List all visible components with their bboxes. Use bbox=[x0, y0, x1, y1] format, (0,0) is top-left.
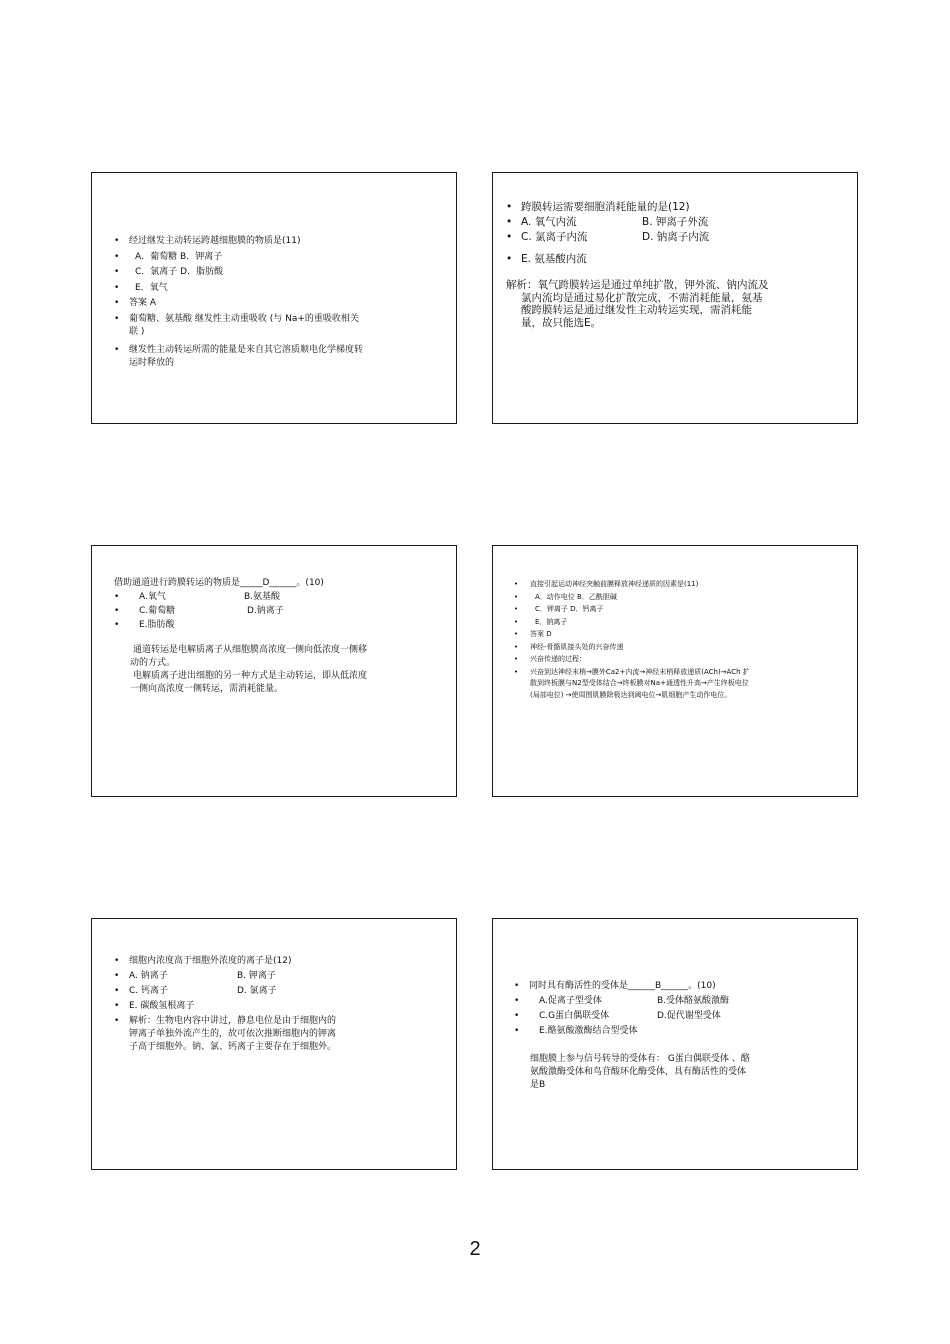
question-title: • 同时具有酶活性的受体是______B______。(10) bbox=[514, 981, 716, 991]
options-row: • A. 氧气内流 B. 钾离子外流 bbox=[506, 216, 709, 228]
slide-5: • 细胞内浓度高于细胞外浓度的离子是(12) • A. 钠离子 B. 钾离子 • C. 钙离子 D. 氯离子 • E. 碳酸氢根离子 • 解析：生物电内容中讲过，静息电位是由于细胞内的钾离子单独外流产生的，故可依次推断细胞内的钾离子高于细胞外。钠、氯、钙离子主要存在于细胞外。 bbox=[91, 918, 457, 1170]
analysis-text: 解析：氧气跨膜转运是通过单纯扩散，钾外流、钠内流及氯内流均是通过易化扩散完成，不需消耗能量，氨基酸跨膜转运是通过继发性主动转运实现，需消耗能量，故只能选E。 bbox=[506, 279, 769, 329]
slide-3 bbox=[91, 545, 457, 797]
question-title: 借助通道进行跨膜转运的物质是_____D______。(10) bbox=[114, 578, 324, 588]
question-title: • 跨膜转运需要细胞消耗能量的是(12) bbox=[506, 201, 690, 213]
option-e: • E. 氨基酸内流 bbox=[506, 253, 587, 265]
slide-6 bbox=[492, 918, 858, 1170]
analysis-text: 细胞膜上参与信号转导的受体有： G蛋白偶联受体 、酪氨酸激酶受体和鸟苷酸环化酶受体，具有酶活性的受体是B bbox=[530, 1054, 750, 1090]
explanation-paragraph: 通道转运是电解质离子从细胞膜高浓度一侧向低浓度一侧移动的方式。 bbox=[130, 645, 368, 668]
slide-2 bbox=[492, 172, 858, 424]
option-e: • E.脂肪酸 bbox=[114, 620, 175, 630]
explanation-paragraph: 电解质离子进出细胞的另一种方式是主动转运，即从低浓度一侧向高浓度一侧转运，需消耗能量。 bbox=[130, 671, 368, 694]
option-e: • E.酪氨酸激酶结合型受体 bbox=[514, 1026, 638, 1036]
options-row: • C.葡萄糖 D.钠离子 bbox=[114, 606, 284, 616]
options-row: • C.G蛋白偶联受体 D.促代谢型受体 bbox=[514, 1011, 721, 1021]
slide-2-content bbox=[506, 200, 771, 329]
slide-4: • 直接引起运动神经突触前膜释放神经递质的因素是(11) • A．动作电位 B．乙酰胆碱 • C．钾离子 D．钙离子 • E．钠离子 • 答案 D • 神经-骨骼肌接头处的兴奋传递 • 兴奋传递的过程： • 兴奋到达神经末梢→膜外Ca2+内流→神经末梢释放递质(ACh)→ACh 扩散到终板膜与N2型受体结合→终板膜对Na+通透性升高→产生终板电位(局部电位) →使周围肌膜除极达到阈电位→肌细胞产生动作电位。 bbox=[492, 545, 858, 797]
slide-6-content bbox=[514, 979, 750, 1092]
page-number: 2 bbox=[469, 1238, 481, 1260]
options-row: • C. 氯离子内流 D. 钠离子内流 bbox=[506, 231, 710, 243]
slide-1: • 经过继发主动转运跨越细胞膜的物质是(11) • A．葡萄糖 B．钾离子 • C．氯离子 D．脂肪酸 • E．氧气 • 答案 A • 葡萄糖、氨基酸 继发性主动重吸收 (与 Na+的重吸收相关联 ) • 继发性主动转运所需的能量是来自其它溶质顺电化学梯度转运时释放的 bbox=[91, 172, 457, 424]
options-row: • A.促离子型受体 B.受体酪氨酸激酶 bbox=[514, 996, 730, 1006]
options-row: • A.氧气 B.氨基酸 bbox=[114, 592, 281, 602]
slide-3-content bbox=[114, 576, 370, 696]
